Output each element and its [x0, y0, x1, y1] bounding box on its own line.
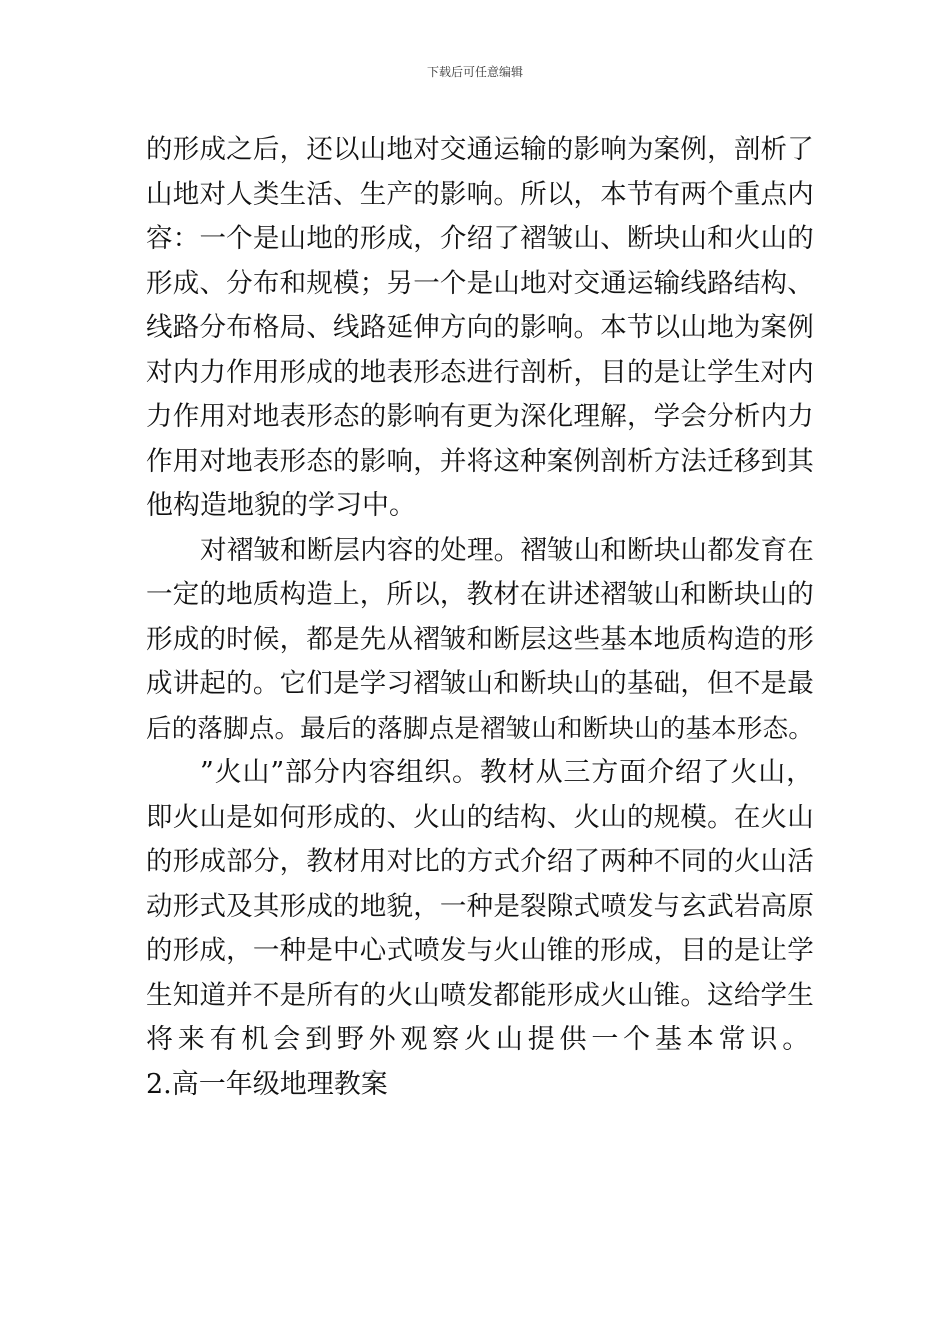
text-line: 将来有机会到野外观察火山提供一个基本常识。: [146, 1024, 814, 1055]
text-line: 作用对地表形态的影响，并将这种案例剖析方法迁移到其: [146, 445, 814, 477]
text-line: 的形成之后，还以山地对交通运输的影响为案例，剖析了: [146, 134, 814, 165]
text-line: 容：一个是山地的形成，介绍了褶皱山、断块山和火山的: [146, 223, 814, 254]
text-line: 即火山是如何形成的、火山的结构、火山的规模。在火山: [146, 801, 814, 833]
text-line: 力作用对地表形态的影响有更为深化理解，学会分析内力: [146, 401, 814, 432]
text-line: 形成的时候，都是先从褶皱和断层这些基本地质构造的形: [146, 623, 814, 655]
text-line: 对褶皱和断层内容的处理。褶皱山和断块山都发育在: [200, 534, 814, 566]
section-heading: 2.高一年级地理教案: [146, 1068, 388, 1100]
text-line: 后的落脚点。最后的落脚点是褶皱山和断块山的基本形态。: [146, 713, 814, 744]
text-line: ”火山”部分内容组织。教材从三方面介绍了火山，: [200, 757, 814, 788]
text-line: 的形成部分，教材用对比的方式介绍了两种不同的火山活: [146, 846, 814, 877]
text-line: 山地对人类生活、生产的影响。所以，本节有两个重点内: [146, 178, 814, 210]
text-line: 动形式及其形成的地貌，一种是裂隙式喷发与玄武岩高原: [146, 890, 814, 922]
text-line: 形成、分布和规模；另一个是山地对交通运输线路结构、: [146, 267, 814, 299]
document-body: [146, 128, 814, 1107]
text-line: 的形成，一种是中心式喷发与火山锥的形成，目的是让学: [146, 935, 814, 966]
text-line: 对内力作用形成的地表形态进行剖析，目的是让学生对内: [146, 356, 814, 388]
text-line: 他构造地貌的学习中。: [146, 490, 416, 521]
page-header-note: 下载后可任意编辑: [426, 65, 523, 79]
text-line: 线路分布格局、线路延伸方向的影响。本节以山地为案例: [146, 312, 814, 343]
text-line: 生知道并不是所有的火山喷发都能形成火山锥。这给学生: [146, 979, 814, 1011]
text-line: 成讲起的。它们是学习褶皱山和断块山的基础，但不是最: [146, 668, 814, 699]
text-line: 一定的地质构造上，所以，教材在讲述褶皱山和断块山的: [146, 579, 814, 610]
